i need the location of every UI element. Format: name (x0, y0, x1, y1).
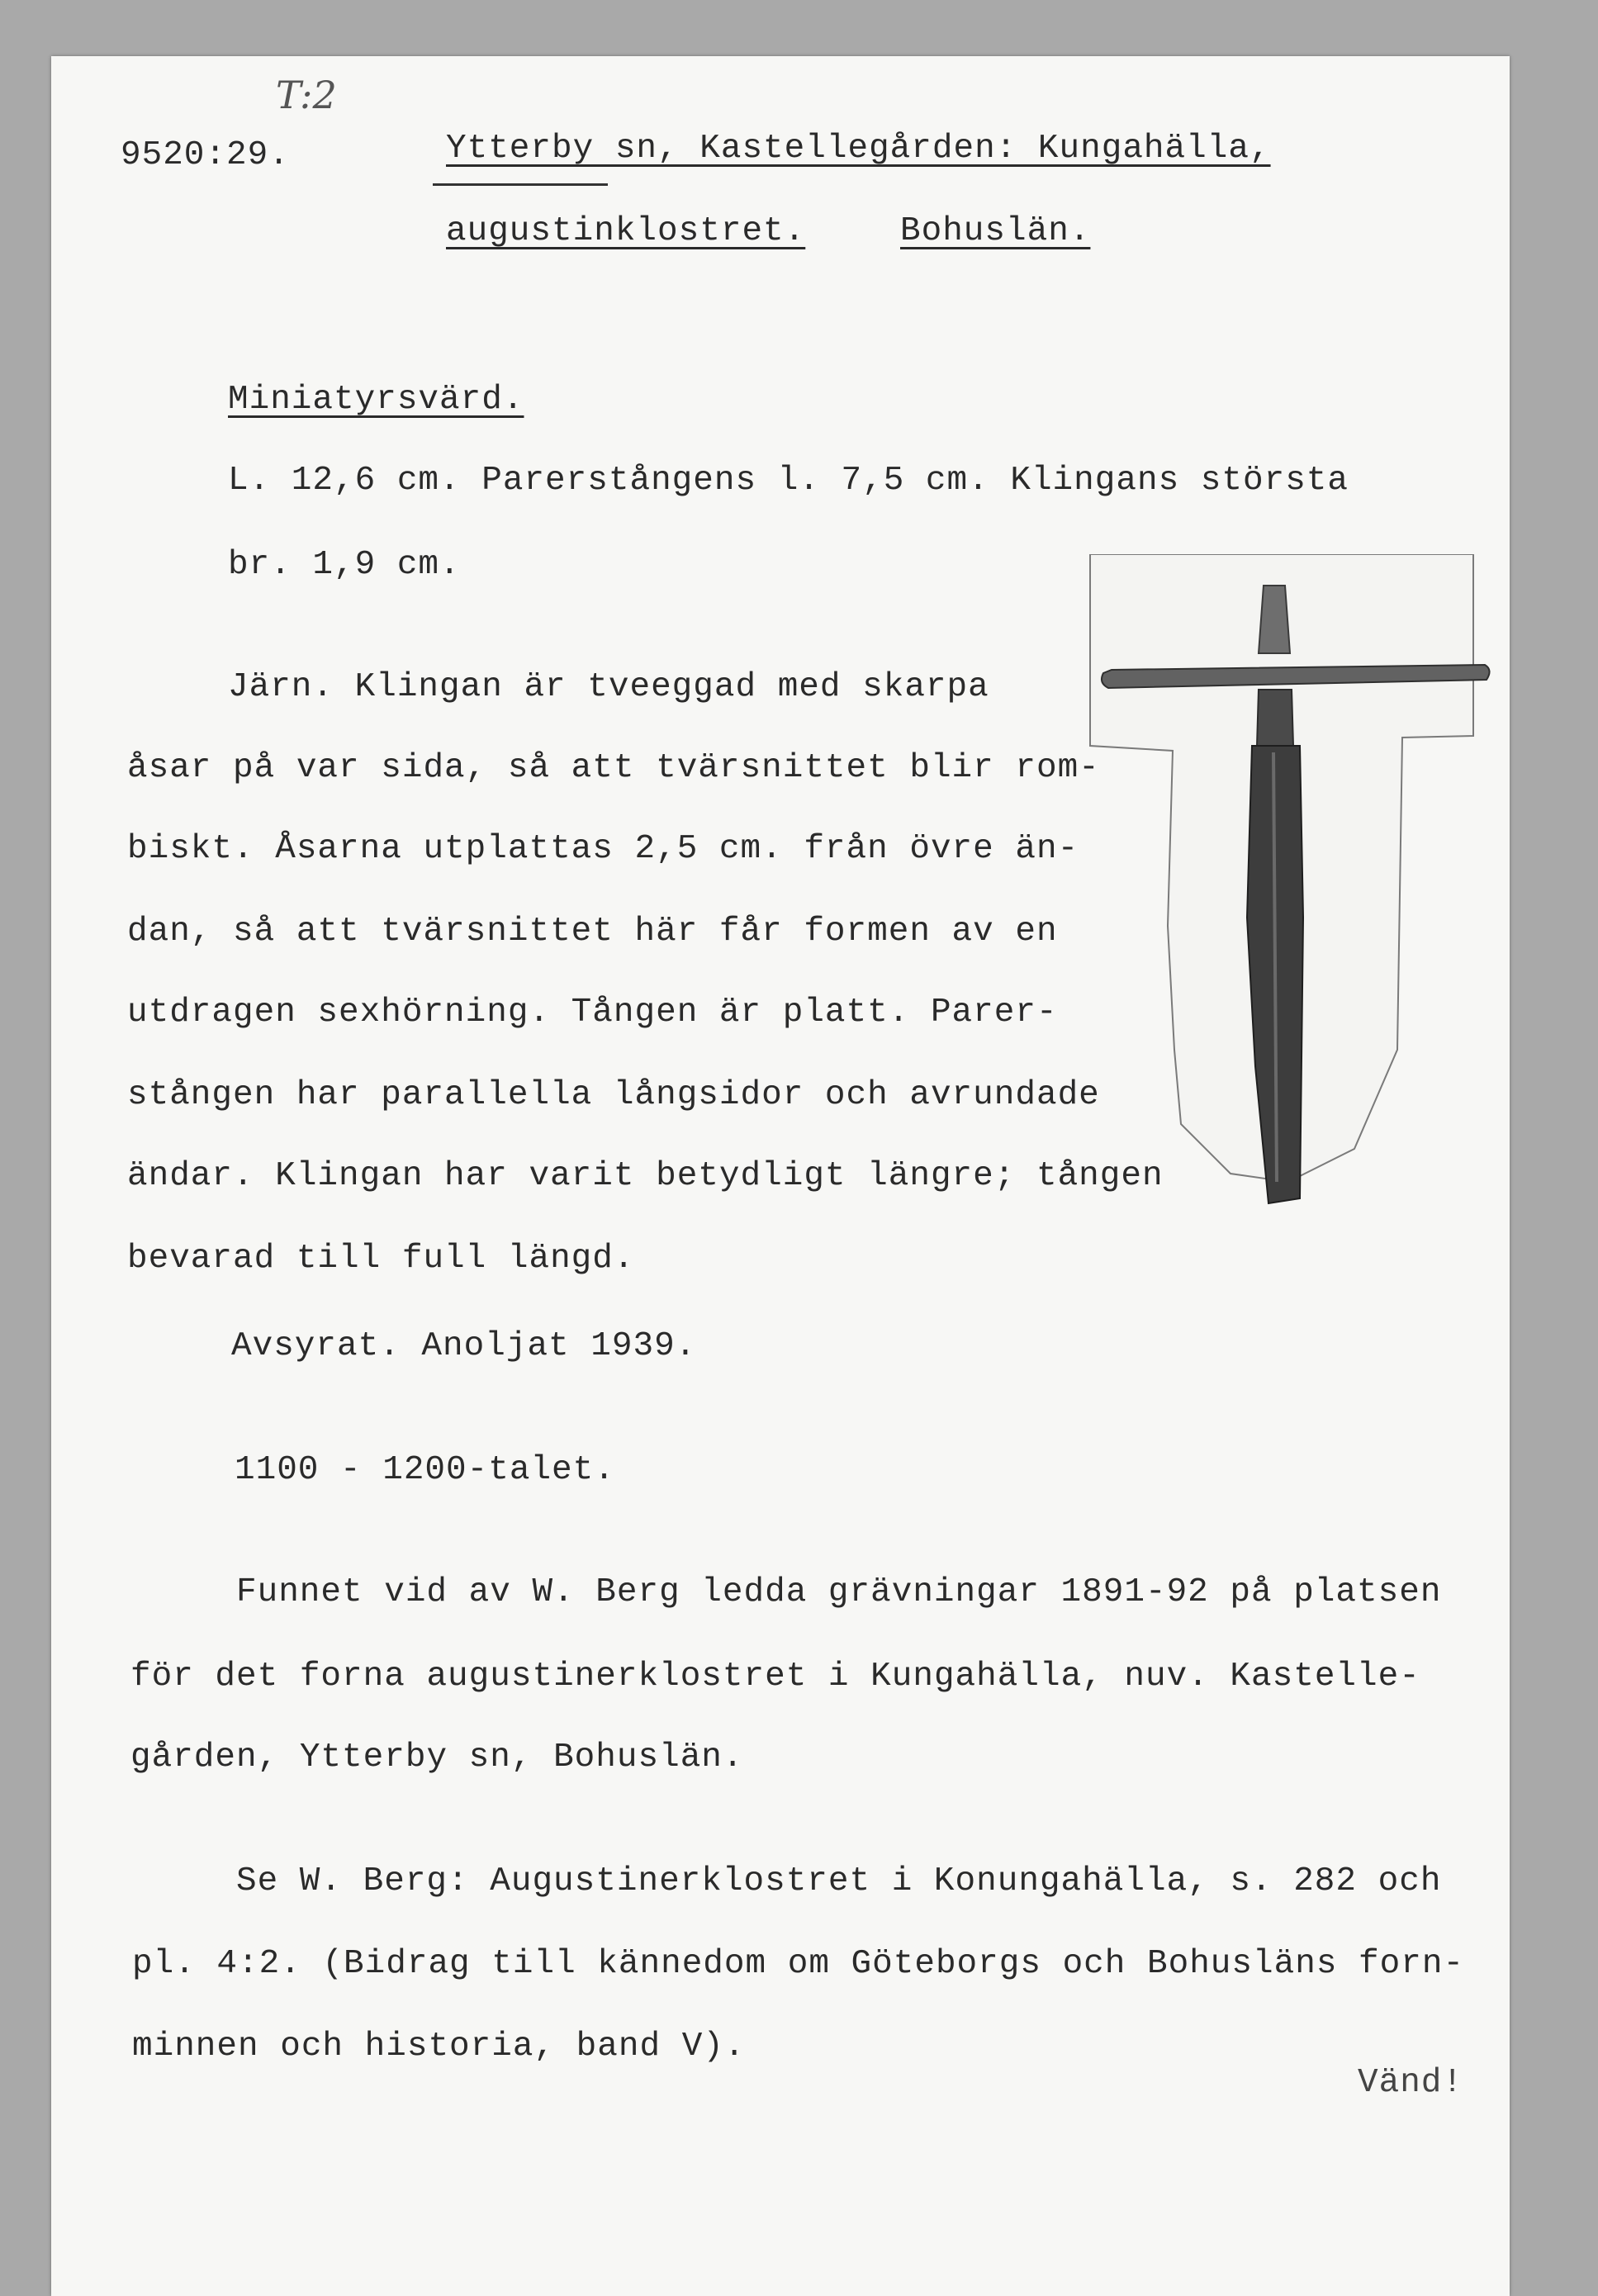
reference-line: minnen och historia, band V). (132, 2028, 746, 2066)
measurements-line: L. 12,6 cm. Parerstångens l. 7,5 cm. Klingans största (228, 462, 1349, 500)
reference-line: pl. 4:2. (Bidrag till kännedom om Göteborgs och Bohusläns forn- (132, 1945, 1465, 1983)
description-line: utdragen sexhörning. Tången är platt. Parer- (127, 994, 1058, 1032)
description-line: dan, så att tvärsnittet här får formen av en (127, 913, 1058, 951)
catalog-card (51, 56, 1510, 2296)
description-line: biskt. Åsarna utplattas 2,5 cm. från övre än- (127, 830, 1079, 868)
description-line: ändar. Klingan har varit betydligt längre; tången (127, 1157, 1164, 1195)
turn-over-note: Vänd! (1358, 2064, 1464, 2102)
location-line-2-parish: augustinklostret. (446, 212, 806, 250)
sword-pommel (1259, 586, 1290, 653)
description-line: Järn. Klingan är tveeggad med skarpa (228, 668, 989, 706)
catalog-number: 9520:29. (121, 136, 290, 174)
description-line: stången har parallella långsidor och avrundade (127, 1076, 1100, 1114)
location-underline-stroke (433, 183, 608, 186)
object-title: Miniatyrsvärd. (228, 381, 524, 419)
location-line-2-province: Bohuslän. (900, 212, 1091, 250)
sword-grip (1257, 690, 1293, 746)
sword-photograph (1082, 554, 1500, 1215)
dating: 1100 - 1200-talet. (235, 1451, 615, 1489)
treatment-note: Avsyrat. Anoljat 1939. (231, 1327, 697, 1365)
description-line: bevarad till full längd. (127, 1240, 635, 1278)
description-line: åsar på var sida, så att tvärsnittet blir rom- (127, 749, 1100, 787)
reference-line: Se W. Berg: Augustinerklostret i Konungahälla, s. 282 och (236, 1862, 1442, 1900)
location-line-1: Ytterby sn, Kastellegården: Kungahälla, (446, 130, 1271, 168)
find-line: Funnet vid av W. Berg ledda grävningar 1891-92 på platsen (236, 1573, 1442, 1611)
find-line: för det forna augustinerklostret i Kungahälla, nuv. Kastelle- (130, 1658, 1420, 1696)
handwritten-mark: T:2 (276, 73, 337, 117)
find-line: gården, Ytterby sn, Bohuslän. (130, 1739, 744, 1777)
measurements-line: br. 1,9 cm. (228, 546, 461, 584)
